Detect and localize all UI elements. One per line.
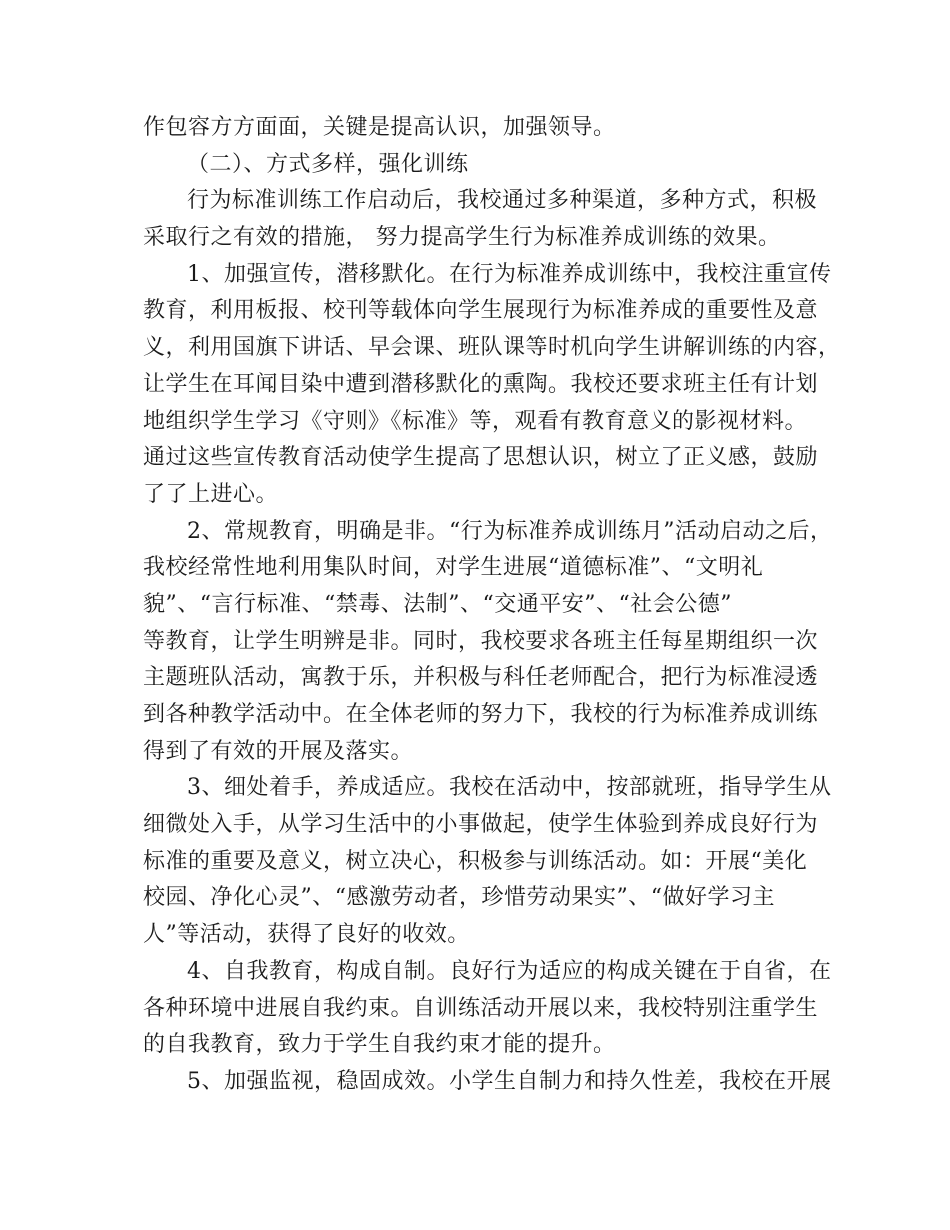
text-line: 2、常规教育，明确是非。“行为标准养成训练月”活动启动之后， <box>187 518 833 544</box>
text-line: 地组织学生学习《守则》《标准》等，观看有教育意义的影视材料。 <box>143 408 808 434</box>
text-line: 5、加强监视，稳固成效。小学生自制力和持久性差，我校在开展 <box>187 1068 832 1094</box>
text-line: 各种环境中进展自我约束。自训练活动开展以来，我校特别注重学生 <box>143 995 819 1021</box>
text-line: 貌”、“言行标准、“禁毒、法制”、“交通平安”、“社会公德” <box>143 591 732 617</box>
text-line: 让学生在耳闻目染中遭到潜移默化的熏陶。我校还要求班主任有计划 <box>143 371 819 397</box>
text-line: （二）、方式多样，强化训练 <box>187 151 469 177</box>
text-line: 采取行之有效的措施， 努力提高学生行为标准养成训练的效果。 <box>143 225 781 251</box>
text-line: 了了上进心。 <box>143 481 279 507</box>
text-line: 得到了有效的开展及落实。 <box>143 738 414 764</box>
text-line: 3、细处着手，养成适应。我校在活动中，按部就班，指导学生从 <box>187 775 832 801</box>
text-line: 教育，利用板报、校刊等载体向学生展现行为标准养成的重要性及意 <box>143 298 819 324</box>
text-line: 等教育，让学生明辨是非。同时，我校要求各班主任每星期组织一次 <box>143 628 819 654</box>
text-line: 标准的重要及意义，树立决心，积极参与训练活动。如：开展“美化 <box>143 848 808 874</box>
text-line: 我校经常性地利用集队时间，对学生进展“道德标准”、“文明礼 <box>143 555 764 581</box>
text-line: 的自我教育，致力于学生自我约束才能的提升。 <box>143 1032 616 1058</box>
text-line: 1、加强宣传，潜移默化。在行为标准养成训练中，我校注重宣传 <box>187 261 832 287</box>
text-line: 义，利用国旗下讲话、早会课、班队课等时机向学生讲解训练的内容， <box>143 335 841 361</box>
text-line: 到各种教学活动中。在全体老师的努力下，我校的行为标准养成训练 <box>143 702 819 727</box>
text-line: 主题班队活动，寓教于乐，并积极与科任老师配合，把行为标准浸透 <box>143 665 819 691</box>
text-line: 行为标准训练工作启动后，我校通过多种渠道，多种方式，积极 <box>187 188 818 214</box>
text-line: 通过这些宣传教育活动使学生提高了思想认识，树立了正义感，鼓励 <box>143 445 819 471</box>
text-line: 4、自我教育，构成自制。良好行为适应的构成关键在于自省，在 <box>187 958 832 984</box>
text-line: 校园、净化心灵”、“感激劳动者，珍惜劳动果实”、“做好学习主 <box>143 885 775 911</box>
document-body <box>143 110 841 1101</box>
text-line: 作包容方方面面，关键是提高认识，加强领导。 <box>143 115 616 140</box>
text-line: 细微处入手，从学习生活中的小事做起，使学生体验到养成良好行为 <box>143 812 819 838</box>
text-line: 人”等活动，获得了良好的收效。 <box>143 922 470 948</box>
